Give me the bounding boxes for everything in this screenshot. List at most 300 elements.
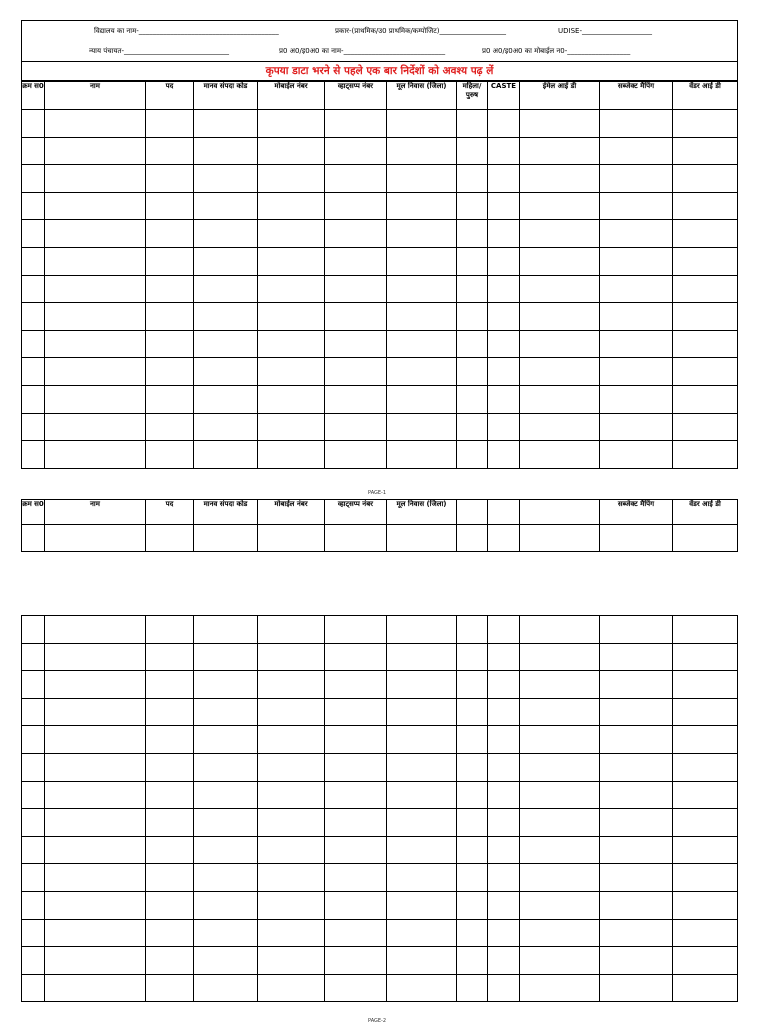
table-cell[interactable]: [45, 974, 146, 1002]
table-cell[interactable]: [488, 441, 520, 469]
table-cell[interactable]: [488, 137, 520, 165]
table-cell[interactable]: [258, 358, 325, 386]
table-cell[interactable]: [194, 974, 258, 1002]
table-cell[interactable]: [387, 330, 457, 358]
table-cell[interactable]: [194, 441, 258, 469]
table-cell[interactable]: [258, 919, 325, 947]
table-cell[interactable]: [387, 275, 457, 303]
table-cell[interactable]: [520, 165, 600, 193]
table-cell[interactable]: [520, 385, 600, 413]
table-cell[interactable]: [600, 974, 673, 1002]
table-cell[interactable]: [45, 275, 146, 303]
table-cell[interactable]: [457, 525, 488, 552]
table-cell[interactable]: [325, 947, 387, 975]
table-cell[interactable]: [258, 726, 325, 754]
table-cell[interactable]: [457, 165, 488, 193]
table-cell[interactable]: [457, 110, 488, 138]
table-cell[interactable]: [387, 525, 457, 552]
table-cell[interactable]: [22, 753, 45, 781]
table-cell[interactable]: [520, 413, 600, 441]
table-cell[interactable]: [258, 330, 325, 358]
table-cell[interactable]: [600, 110, 673, 138]
table-cell[interactable]: [194, 358, 258, 386]
table-cell[interactable]: [325, 726, 387, 754]
table-cell[interactable]: [673, 753, 738, 781]
table-cell[interactable]: [194, 275, 258, 303]
table-cell[interactable]: [673, 220, 738, 248]
table-cell[interactable]: [520, 671, 600, 699]
table-cell[interactable]: [488, 220, 520, 248]
table-cell[interactable]: [325, 781, 387, 809]
table-cell[interactable]: [488, 110, 520, 138]
table-cell[interactable]: [22, 247, 45, 275]
table-cell[interactable]: [258, 698, 325, 726]
table-cell[interactable]: [258, 137, 325, 165]
table-cell[interactable]: [488, 726, 520, 754]
table-cell[interactable]: [600, 220, 673, 248]
table-cell[interactable]: [146, 753, 194, 781]
table-cell[interactable]: [488, 809, 520, 837]
table-cell[interactable]: [194, 643, 258, 671]
table-cell[interactable]: [45, 616, 146, 644]
table-cell[interactable]: [457, 413, 488, 441]
table-cell[interactable]: [387, 303, 457, 331]
table-cell[interactable]: [45, 781, 146, 809]
table-cell[interactable]: [325, 441, 387, 469]
table-cell[interactable]: [258, 947, 325, 975]
table-cell[interactable]: [520, 330, 600, 358]
table-cell[interactable]: [258, 441, 325, 469]
table-cell[interactable]: [673, 974, 738, 1002]
table-cell[interactable]: [22, 220, 45, 248]
table-cell[interactable]: [45, 891, 146, 919]
table-cell[interactable]: [520, 947, 600, 975]
table-cell[interactable]: [488, 947, 520, 975]
table-cell[interactable]: [22, 110, 45, 138]
table-cell[interactable]: [387, 947, 457, 975]
table-cell[interactable]: [146, 303, 194, 331]
table-cell[interactable]: [600, 358, 673, 386]
table-cell[interactable]: [325, 836, 387, 864]
table-cell[interactable]: [520, 809, 600, 837]
table-cell[interactable]: [146, 864, 194, 892]
table-cell[interactable]: [146, 781, 194, 809]
table-cell[interactable]: [22, 698, 45, 726]
table-cell[interactable]: [600, 753, 673, 781]
table-cell[interactable]: [45, 358, 146, 386]
table-cell[interactable]: [22, 809, 45, 837]
table-cell[interactable]: [258, 385, 325, 413]
table-cell[interactable]: [146, 441, 194, 469]
table-cell[interactable]: [45, 192, 146, 220]
table-cell[interactable]: [387, 781, 457, 809]
table-cell[interactable]: [325, 809, 387, 837]
table-cell[interactable]: [258, 836, 325, 864]
table-cell[interactable]: [600, 137, 673, 165]
table-cell[interactable]: [146, 671, 194, 699]
table-cell[interactable]: [22, 330, 45, 358]
table-cell[interactable]: [387, 385, 457, 413]
table-cell[interactable]: [146, 110, 194, 138]
table-cell[interactable]: [387, 809, 457, 837]
table-cell[interactable]: [45, 303, 146, 331]
table-cell[interactable]: [194, 781, 258, 809]
table-cell[interactable]: [258, 192, 325, 220]
table-cell[interactable]: [457, 220, 488, 248]
table-cell[interactable]: [673, 330, 738, 358]
table-cell[interactable]: [258, 781, 325, 809]
table-cell[interactable]: [146, 919, 194, 947]
table-cell[interactable]: [488, 303, 520, 331]
table-cell[interactable]: [457, 919, 488, 947]
table-cell[interactable]: [194, 247, 258, 275]
table-cell[interactable]: [387, 413, 457, 441]
table-cell[interactable]: [325, 919, 387, 947]
table-cell[interactable]: [520, 616, 600, 644]
table-cell[interactable]: [488, 247, 520, 275]
table-cell[interactable]: [520, 358, 600, 386]
table-cell[interactable]: [673, 441, 738, 469]
table-cell[interactable]: [194, 891, 258, 919]
table-cell[interactable]: [258, 974, 325, 1002]
table-cell[interactable]: [146, 275, 194, 303]
table-cell[interactable]: [488, 891, 520, 919]
table-cell[interactable]: [258, 809, 325, 837]
table-cell[interactable]: [45, 753, 146, 781]
table-cell[interactable]: [258, 413, 325, 441]
table-cell[interactable]: [258, 247, 325, 275]
table-cell[interactable]: [520, 726, 600, 754]
table-cell[interactable]: [194, 698, 258, 726]
table-cell[interactable]: [457, 358, 488, 386]
table-cell[interactable]: [600, 413, 673, 441]
table-cell[interactable]: [194, 753, 258, 781]
table-cell[interactable]: [520, 753, 600, 781]
table-cell[interactable]: [22, 192, 45, 220]
table-cell[interactable]: [488, 413, 520, 441]
table-cell[interactable]: [600, 330, 673, 358]
table-cell[interactable]: [600, 726, 673, 754]
table-cell[interactable]: [146, 525, 194, 552]
table-cell[interactable]: [488, 753, 520, 781]
table-cell[interactable]: [22, 413, 45, 441]
table-cell[interactable]: [457, 247, 488, 275]
table-cell[interactable]: [457, 441, 488, 469]
table-cell[interactable]: [488, 781, 520, 809]
table-cell[interactable]: [520, 137, 600, 165]
table-cell[interactable]: [387, 220, 457, 248]
table-cell[interactable]: [600, 275, 673, 303]
table-cell[interactable]: [488, 836, 520, 864]
table-cell[interactable]: [325, 616, 387, 644]
table-cell[interactable]: [520, 643, 600, 671]
table-cell[interactable]: [146, 192, 194, 220]
table-cell[interactable]: [488, 385, 520, 413]
table-cell[interactable]: [387, 726, 457, 754]
table-cell[interactable]: [520, 441, 600, 469]
table-cell[interactable]: [194, 525, 258, 552]
table-cell[interactable]: [673, 616, 738, 644]
table-cell[interactable]: [488, 974, 520, 1002]
table-cell[interactable]: [488, 643, 520, 671]
table-cell[interactable]: [600, 781, 673, 809]
table-cell[interactable]: [457, 698, 488, 726]
table-cell[interactable]: [325, 165, 387, 193]
table-cell[interactable]: [457, 947, 488, 975]
table-cell[interactable]: [673, 643, 738, 671]
table-cell[interactable]: [258, 864, 325, 892]
table-cell[interactable]: [387, 110, 457, 138]
table-cell[interactable]: [457, 137, 488, 165]
table-cell[interactable]: [146, 809, 194, 837]
table-cell[interactable]: [22, 441, 45, 469]
table-cell[interactable]: [325, 753, 387, 781]
table-cell[interactable]: [146, 165, 194, 193]
table-cell[interactable]: [673, 919, 738, 947]
table-cell[interactable]: [520, 192, 600, 220]
table-cell[interactable]: [146, 698, 194, 726]
table-cell[interactable]: [488, 671, 520, 699]
table-cell[interactable]: [387, 137, 457, 165]
table-cell[interactable]: [194, 192, 258, 220]
table-cell[interactable]: [673, 671, 738, 699]
table-cell[interactable]: [387, 616, 457, 644]
table-cell[interactable]: [45, 671, 146, 699]
table-cell[interactable]: [325, 643, 387, 671]
table-cell[interactable]: [673, 836, 738, 864]
table-cell[interactable]: [146, 616, 194, 644]
table-cell[interactable]: [325, 192, 387, 220]
table-cell[interactable]: [520, 275, 600, 303]
table-cell[interactable]: [673, 864, 738, 892]
table-cell[interactable]: [22, 726, 45, 754]
table-cell[interactable]: [45, 836, 146, 864]
table-cell[interactable]: [600, 698, 673, 726]
table-cell[interactable]: [673, 525, 738, 552]
table-cell[interactable]: [194, 165, 258, 193]
table-cell[interactable]: [673, 726, 738, 754]
table-cell[interactable]: [258, 753, 325, 781]
table-cell[interactable]: [457, 864, 488, 892]
table-cell[interactable]: [194, 919, 258, 947]
table-cell[interactable]: [258, 616, 325, 644]
table-cell[interactable]: [457, 781, 488, 809]
table-cell[interactable]: [673, 413, 738, 441]
table-cell[interactable]: [146, 385, 194, 413]
table-cell[interactable]: [387, 919, 457, 947]
table-cell[interactable]: [325, 110, 387, 138]
table-cell[interactable]: [194, 726, 258, 754]
table-cell[interactable]: [194, 330, 258, 358]
table-cell[interactable]: [45, 385, 146, 413]
table-cell[interactable]: [22, 836, 45, 864]
table-cell[interactable]: [22, 303, 45, 331]
table-cell[interactable]: [673, 891, 738, 919]
table-cell[interactable]: [325, 864, 387, 892]
table-cell[interactable]: [45, 165, 146, 193]
table-cell[interactable]: [520, 864, 600, 892]
table-cell[interactable]: [387, 974, 457, 1002]
table-cell[interactable]: [22, 616, 45, 644]
table-cell[interactable]: [457, 891, 488, 919]
table-cell[interactable]: [387, 165, 457, 193]
table-cell[interactable]: [325, 671, 387, 699]
table-cell[interactable]: [457, 303, 488, 331]
table-cell[interactable]: [146, 891, 194, 919]
table-cell[interactable]: [673, 947, 738, 975]
table-cell[interactable]: [194, 110, 258, 138]
table-cell[interactable]: [600, 616, 673, 644]
table-cell[interactable]: [325, 891, 387, 919]
table-cell[interactable]: [387, 864, 457, 892]
table-cell[interactable]: [488, 330, 520, 358]
table-cell[interactable]: [673, 192, 738, 220]
table-cell[interactable]: [45, 413, 146, 441]
table-cell[interactable]: [457, 726, 488, 754]
table-cell[interactable]: [325, 385, 387, 413]
table-cell[interactable]: [600, 247, 673, 275]
table-cell[interactable]: [325, 974, 387, 1002]
table-cell[interactable]: [22, 919, 45, 947]
table-cell[interactable]: [146, 643, 194, 671]
table-cell[interactable]: [457, 192, 488, 220]
table-cell[interactable]: [194, 137, 258, 165]
table-cell[interactable]: [45, 247, 146, 275]
table-cell[interactable]: [22, 385, 45, 413]
table-cell[interactable]: [325, 525, 387, 552]
table-cell[interactable]: [22, 781, 45, 809]
table-cell[interactable]: [457, 643, 488, 671]
table-cell[interactable]: [325, 137, 387, 165]
table-cell[interactable]: [387, 891, 457, 919]
table-cell[interactable]: [146, 358, 194, 386]
table-cell[interactable]: [600, 864, 673, 892]
table-cell[interactable]: [325, 247, 387, 275]
table-cell[interactable]: [146, 137, 194, 165]
table-cell[interactable]: [520, 220, 600, 248]
table-cell[interactable]: [325, 275, 387, 303]
table-cell[interactable]: [146, 220, 194, 248]
table-cell[interactable]: [22, 358, 45, 386]
table-cell[interactable]: [673, 698, 738, 726]
table-cell[interactable]: [673, 303, 738, 331]
table-cell[interactable]: [45, 726, 146, 754]
table-cell[interactable]: [600, 919, 673, 947]
table-cell[interactable]: [45, 809, 146, 837]
table-cell[interactable]: [146, 836, 194, 864]
table-cell[interactable]: [387, 358, 457, 386]
table-cell[interactable]: [673, 385, 738, 413]
table-cell[interactable]: [457, 275, 488, 303]
table-cell[interactable]: [600, 643, 673, 671]
table-cell[interactable]: [457, 809, 488, 837]
table-cell[interactable]: [45, 919, 146, 947]
table-cell[interactable]: [194, 303, 258, 331]
table-cell[interactable]: [258, 643, 325, 671]
table-cell[interactable]: [600, 836, 673, 864]
table-cell[interactable]: [457, 974, 488, 1002]
table-cell[interactable]: [600, 809, 673, 837]
table-cell[interactable]: [488, 165, 520, 193]
table-cell[interactable]: [520, 891, 600, 919]
table-cell[interactable]: [457, 616, 488, 644]
table-cell[interactable]: [325, 303, 387, 331]
table-cell[interactable]: [600, 525, 673, 552]
table-cell[interactable]: [194, 947, 258, 975]
table-cell[interactable]: [194, 836, 258, 864]
table-cell[interactable]: [194, 413, 258, 441]
table-cell[interactable]: [22, 671, 45, 699]
table-cell[interactable]: [146, 330, 194, 358]
table-cell[interactable]: [387, 247, 457, 275]
table-cell[interactable]: [520, 110, 600, 138]
table-cell[interactable]: [520, 698, 600, 726]
table-cell[interactable]: [520, 781, 600, 809]
table-cell[interactable]: [258, 165, 325, 193]
table-cell[interactable]: [488, 698, 520, 726]
table-cell[interactable]: [600, 441, 673, 469]
table-cell[interactable]: [22, 137, 45, 165]
table-cell[interactable]: [45, 441, 146, 469]
table-cell[interactable]: [520, 525, 600, 552]
table-cell[interactable]: [673, 247, 738, 275]
table-cell[interactable]: [488, 616, 520, 644]
table-cell[interactable]: [22, 974, 45, 1002]
table-cell[interactable]: [45, 864, 146, 892]
table-cell[interactable]: [45, 330, 146, 358]
table-cell[interactable]: [45, 643, 146, 671]
table-cell[interactable]: [194, 809, 258, 837]
table-cell[interactable]: [325, 413, 387, 441]
table-cell[interactable]: [457, 671, 488, 699]
table-cell[interactable]: [258, 275, 325, 303]
table-cell[interactable]: [600, 303, 673, 331]
table-cell[interactable]: [258, 220, 325, 248]
table-cell[interactable]: [457, 330, 488, 358]
table-cell[interactable]: [387, 753, 457, 781]
table-cell[interactable]: [673, 110, 738, 138]
table-cell[interactable]: [488, 864, 520, 892]
table-cell[interactable]: [387, 671, 457, 699]
table-cell[interactable]: [520, 836, 600, 864]
table-cell[interactable]: [673, 781, 738, 809]
table-cell[interactable]: [387, 192, 457, 220]
table-cell[interactable]: [457, 385, 488, 413]
table-cell[interactable]: [387, 441, 457, 469]
table-cell[interactable]: [194, 671, 258, 699]
table-cell[interactable]: [673, 165, 738, 193]
table-cell[interactable]: [45, 947, 146, 975]
table-cell[interactable]: [258, 303, 325, 331]
table-cell[interactable]: [194, 385, 258, 413]
table-cell[interactable]: [457, 753, 488, 781]
table-cell[interactable]: [22, 643, 45, 671]
table-cell[interactable]: [600, 192, 673, 220]
table-cell[interactable]: [488, 358, 520, 386]
table-cell[interactable]: [45, 220, 146, 248]
table-cell[interactable]: [146, 974, 194, 1002]
table-cell[interactable]: [673, 809, 738, 837]
table-cell[interactable]: [600, 947, 673, 975]
table-cell[interactable]: [387, 643, 457, 671]
table-cell[interactable]: [387, 836, 457, 864]
table-cell[interactable]: [673, 137, 738, 165]
table-cell[interactable]: [387, 698, 457, 726]
table-cell[interactable]: [258, 891, 325, 919]
table-cell[interactable]: [488, 525, 520, 552]
table-cell[interactable]: [45, 525, 146, 552]
table-cell[interactable]: [673, 358, 738, 386]
